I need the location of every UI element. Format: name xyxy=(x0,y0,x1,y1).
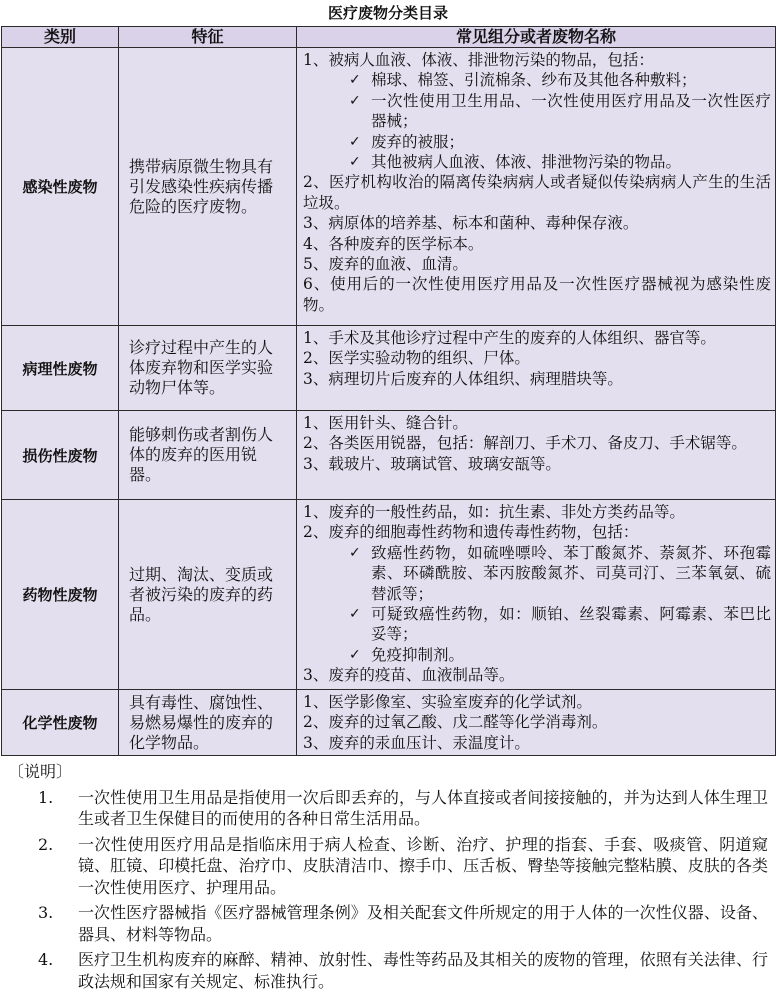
header-category: 类别 xyxy=(2,27,119,48)
list-item: 3、废弃的疫苗、血液制品等。 xyxy=(303,666,515,685)
header-feature: 特征 xyxy=(119,27,297,48)
note-number: 1. xyxy=(38,787,54,807)
document-title: 医疗废物分类目录 xyxy=(327,4,448,22)
list-item: 3、废弃的汞血压计、汞温度计。 xyxy=(303,733,530,752)
list-item: 1、被病人血液、体液、排泄物污染的物品，包括： xyxy=(303,51,654,69)
feature-cell xyxy=(119,48,297,326)
sub-list-item-text: 免疫抑制剂。 xyxy=(371,645,465,664)
feature-cell xyxy=(119,690,297,756)
note-number: 4. xyxy=(38,950,54,969)
checkmark-icon: ✓ xyxy=(349,92,361,109)
note-item xyxy=(8,787,768,830)
feature-text: 过期、淘汰、变质或者被污染的废弃的药品。 xyxy=(129,564,274,624)
sub-list-item-text: 废弃的被服； xyxy=(371,132,465,151)
note-item xyxy=(8,902,768,945)
list-item: 1、医学影像室、实验室废弃的化学试剂。 xyxy=(303,693,592,711)
note-item xyxy=(8,834,768,899)
category-cell: 损伤性废物 xyxy=(2,411,119,500)
items-cell xyxy=(297,690,776,756)
items-cell xyxy=(297,48,776,326)
checkmark-icon: ✓ xyxy=(349,72,361,89)
feature-text: 诊疗过程中产生的人体废弃物和医学实验动物尸体等。 xyxy=(129,338,274,397)
list-item: 2、废弃的细胞毒性药物和遗传毒性药物，包括： xyxy=(303,523,639,542)
notes-heading: 〔说明〕 xyxy=(8,762,73,781)
sub-list-item-text: 一次性使用卫生用品、一次性使用医疗用品及一次性医疗器械； xyxy=(371,91,771,131)
notes-section xyxy=(8,761,768,992)
feature-cell xyxy=(119,500,297,690)
list-item: 2、医学实验动物的组织、尸体。 xyxy=(303,349,530,368)
table-header-row xyxy=(2,27,776,48)
note-number: 3. xyxy=(38,903,54,922)
header-items: 常见组分或者废物名称 xyxy=(297,27,776,48)
feature-cell xyxy=(119,326,297,411)
list-item: 1、废弃的一般性药品，如：抗生素、非处方类药品等。 xyxy=(303,503,685,521)
items-cell xyxy=(297,411,776,500)
table-row xyxy=(2,48,776,326)
table-row xyxy=(2,411,776,500)
list-item: 5、废弃的血液、血清。 xyxy=(303,255,468,274)
category-cell: 感染性废物 xyxy=(2,48,119,326)
feature-text: 携带病原微生物具有引发感染性疾病传播危险的医疗废物。 xyxy=(129,156,274,216)
note-text: 一次性使用医疗用品是指临床用于病人检查、诊断、治疗、护理的指套、手套、吸痰管、阴道窥镜、肛镜、印模托盘、治疗巾、皮肤清洁巾、擦手巾、压舌板、臀垫等接触完整粘膜、皮肤的各类一次性使用医疗、护理用品。 xyxy=(78,834,768,897)
category-cell: 病理性废物 xyxy=(2,326,119,411)
list-item: 3、病原体的培养基、标本和菌种、毒种保存液。 xyxy=(303,214,639,233)
table-row xyxy=(2,690,776,756)
list-item: 3、载玻片、玻璃试管、玻璃安瓿等。 xyxy=(303,454,561,473)
items-cell xyxy=(297,500,776,690)
checkmark-icon: ✓ xyxy=(349,154,361,171)
sub-list-item xyxy=(303,70,771,90)
list-item: 3、病理切片后废弃的人体组织、病理腊块等。 xyxy=(303,369,623,388)
list-item: 2、各类医用锐器，包括：解剖刀、手术刀、备皮刀、手术锯等。 xyxy=(303,434,747,453)
sub-list-item-text: 其他被病人血液、体液、排泄物污染的物品。 xyxy=(371,153,682,172)
list-item: 2、医疗机构收治的隔离传染病病人或者疑似传染病病人产生的生活垃圾。 xyxy=(303,173,771,212)
sub-list-item xyxy=(303,132,771,152)
sub-list-item-text: 棉球、棉签、引流棉条、纱布及其他各种敷料； xyxy=(371,71,697,90)
list-item: 1、医用针头、缝合针。 xyxy=(303,414,468,432)
list-item: 4、各种废弃的医学标本。 xyxy=(303,234,484,253)
feature-text: 能够刺伤或者割伤人体的废弃的医用锐器。 xyxy=(129,425,274,484)
feature-text: 具有毒性、腐蚀性、易燃易爆性的废弃的化学物品。 xyxy=(129,692,274,752)
sub-list-item xyxy=(303,543,771,604)
list-item: 1、手术及其他诊疗过程中产生的废弃的人体组织、器官等。 xyxy=(303,329,716,347)
checkmark-icon: ✓ xyxy=(349,133,361,150)
sub-list-item-text: 可疑致癌性药物，如：顺铂、丝裂霉素、阿霉素、苯巴比妥等； xyxy=(371,605,771,644)
note-item xyxy=(8,949,768,992)
sub-list-item xyxy=(303,604,771,645)
sub-list-item-text: 致癌性药物，如硫唑嘌呤、苯丁酸氮芥、萘氮芥、环孢霉素、环磷酰胺、苯丙胺酸氮芥、司莫司汀、三苯氧氨、硫替派等； xyxy=(371,543,771,603)
note-number: 2. xyxy=(38,834,54,854)
sub-list-item xyxy=(303,91,771,132)
checkmark-icon: ✓ xyxy=(349,544,361,561)
list-item: 2、废弃的过氧乙酸、戊二醛等化学消毒剂。 xyxy=(303,713,608,732)
note-text: 一次性医疗器械指《医疗器械管理条例》及相关配套文件所规定的用于人体的一次性仪器、设备、器具、材料等物品。 xyxy=(78,903,768,944)
waste-classification-table xyxy=(1,26,776,756)
feature-cell xyxy=(119,411,297,500)
checkmark-icon: ✓ xyxy=(349,606,361,623)
category-cell: 化学性废物 xyxy=(2,690,119,756)
note-text: 医疗卫生机构废弃的麻醉、精神、放射性、毒性等药品及其相关的废物的管理，依照有关法律、行政法规和国家有关规定、标准执行。 xyxy=(78,950,768,991)
table-row xyxy=(2,500,776,690)
category-cell: 药物性废物 xyxy=(2,500,119,690)
checkmark-icon: ✓ xyxy=(349,646,361,663)
items-cell xyxy=(297,326,776,411)
list-item: 6、使用后的一次性使用医疗用品及一次性医疗器械视为感染性废物。 xyxy=(303,275,771,314)
note-text: 一次性使用卫生用品是指使用一次后即丢弃的，与人体直接或者间接接触的，并为达到人体生理卫生或者卫生保健目的而使用的各种日常生活用品。 xyxy=(78,787,768,828)
sub-list-item xyxy=(303,645,771,665)
table-row xyxy=(2,326,776,411)
sub-list-item xyxy=(303,152,771,172)
